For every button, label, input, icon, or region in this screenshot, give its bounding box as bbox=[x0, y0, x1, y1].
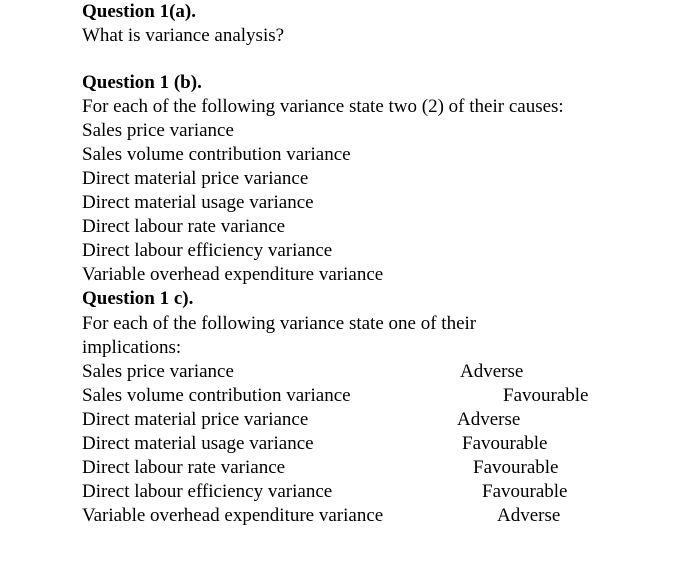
q1b-item: Direct material usage variance bbox=[82, 192, 314, 213]
q1c-heading: Question 1 c). bbox=[82, 288, 194, 309]
q1c-item-result: Favourable bbox=[503, 385, 589, 406]
q1c-item-result: Adverse bbox=[460, 361, 524, 382]
q1c-prompt-line1: For each of the following variance state one of their bbox=[82, 313, 477, 334]
q1c-item-name: Direct material price variance bbox=[82, 409, 309, 430]
q1a-heading: Question 1(a). bbox=[82, 1, 196, 22]
q1c-item-name: Variable overhead expenditure variance bbox=[82, 505, 384, 526]
q1b-item: Direct material price variance bbox=[82, 168, 309, 189]
q1b-item: Sales price variance bbox=[82, 120, 234, 141]
q1c-item-result: Adverse bbox=[457, 409, 521, 430]
q1c-item-result: Favourable bbox=[482, 481, 568, 502]
q1b-item: Direct labour efficiency variance bbox=[82, 240, 333, 261]
q1c-item-result: Favourable bbox=[462, 433, 548, 454]
q1b-heading: Question 1 (b). bbox=[82, 72, 202, 93]
q1b-item: Direct labour rate variance bbox=[82, 216, 286, 237]
q1c-item-name: Direct labour efficiency variance bbox=[82, 481, 333, 502]
q1b-item: Sales volume contribution variance bbox=[82, 144, 351, 165]
q1c-item-result: Adverse bbox=[497, 505, 561, 526]
q1c-item-name: Direct labour rate variance bbox=[82, 457, 286, 478]
q1b-prompt: For each of the following variance state two (2) of their causes: bbox=[82, 96, 564, 117]
q1a-text: What is variance analysis? bbox=[82, 25, 285, 46]
q1c-item-name: Sales volume contribution variance bbox=[82, 385, 351, 406]
q1c-item-name: Direct material usage variance bbox=[82, 433, 314, 454]
q1c-item-name: Sales price variance bbox=[82, 361, 234, 382]
q1b-item: Variable overhead expenditure variance bbox=[82, 264, 384, 285]
q1c-prompt-line2: implications: bbox=[82, 337, 182, 358]
q1c-item-result: Favourable bbox=[473, 457, 559, 478]
